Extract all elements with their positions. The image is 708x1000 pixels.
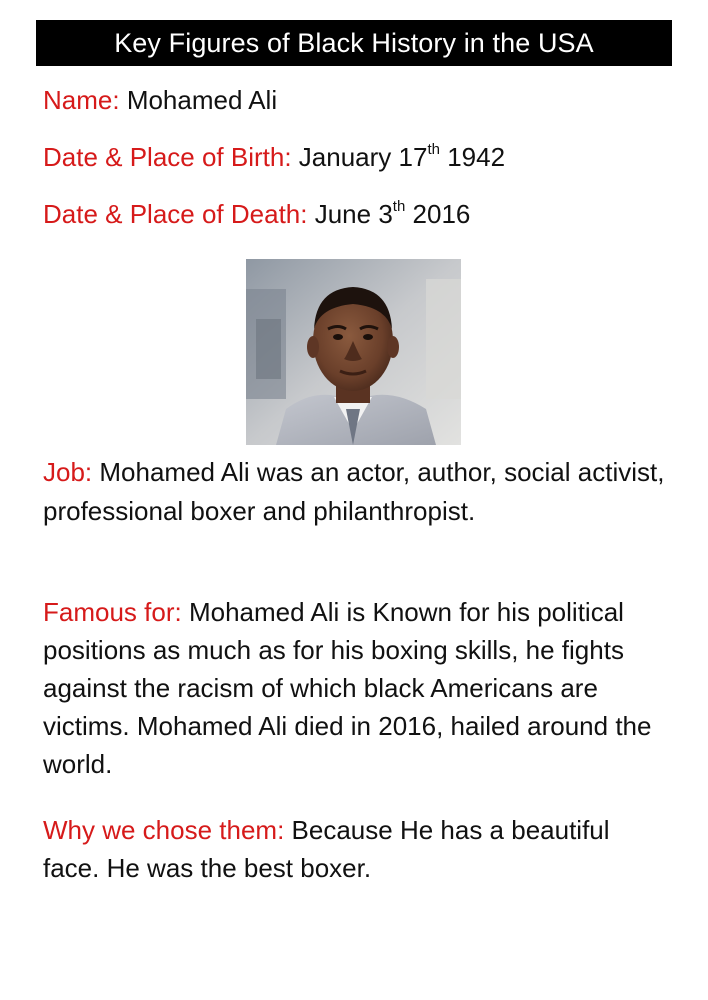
portrait-image (246, 259, 461, 445)
death-label: Date & Place of Death: (43, 199, 308, 229)
name-field (43, 82, 673, 118)
page-title: Key Figures of Black History in the USA (114, 27, 594, 58)
famous-label: Famous for: (43, 597, 182, 627)
famous-value: Mohamed Ali is Known for his political positions as much as for his boxing skills, he fights against the racism of which black Americans are victims. Mohamed Ali died in 2016, hailed around the world. (43, 597, 652, 779)
death-suffix: th (392, 198, 406, 216)
death-field (43, 196, 673, 232)
birth-year: 1942 (439, 142, 506, 172)
page-title-bar (36, 20, 672, 66)
birth-label: Date & Place of Birth: (43, 142, 292, 172)
why-label: Why we chose them: (43, 815, 285, 845)
portrait-photo (246, 259, 461, 445)
why-value: Because He has a beautiful face. He was the best boxer. (43, 815, 610, 883)
birth-field (43, 139, 673, 175)
job-label: Job: (43, 457, 93, 487)
death-value: June 3 (314, 199, 393, 229)
birth-suffix: th (427, 141, 440, 159)
job-value: Mohamed Ali was an actor, author, social activist, professional boxer and philanthropist. (43, 457, 665, 526)
birth-value: January 17 (298, 142, 428, 172)
death-year: 2016 (405, 199, 471, 229)
job-field (43, 453, 673, 530)
name-value: Mohamed Ali (126, 85, 278, 115)
name-label: Name: (43, 85, 120, 115)
famous-field (43, 593, 673, 783)
why-field (43, 811, 673, 887)
